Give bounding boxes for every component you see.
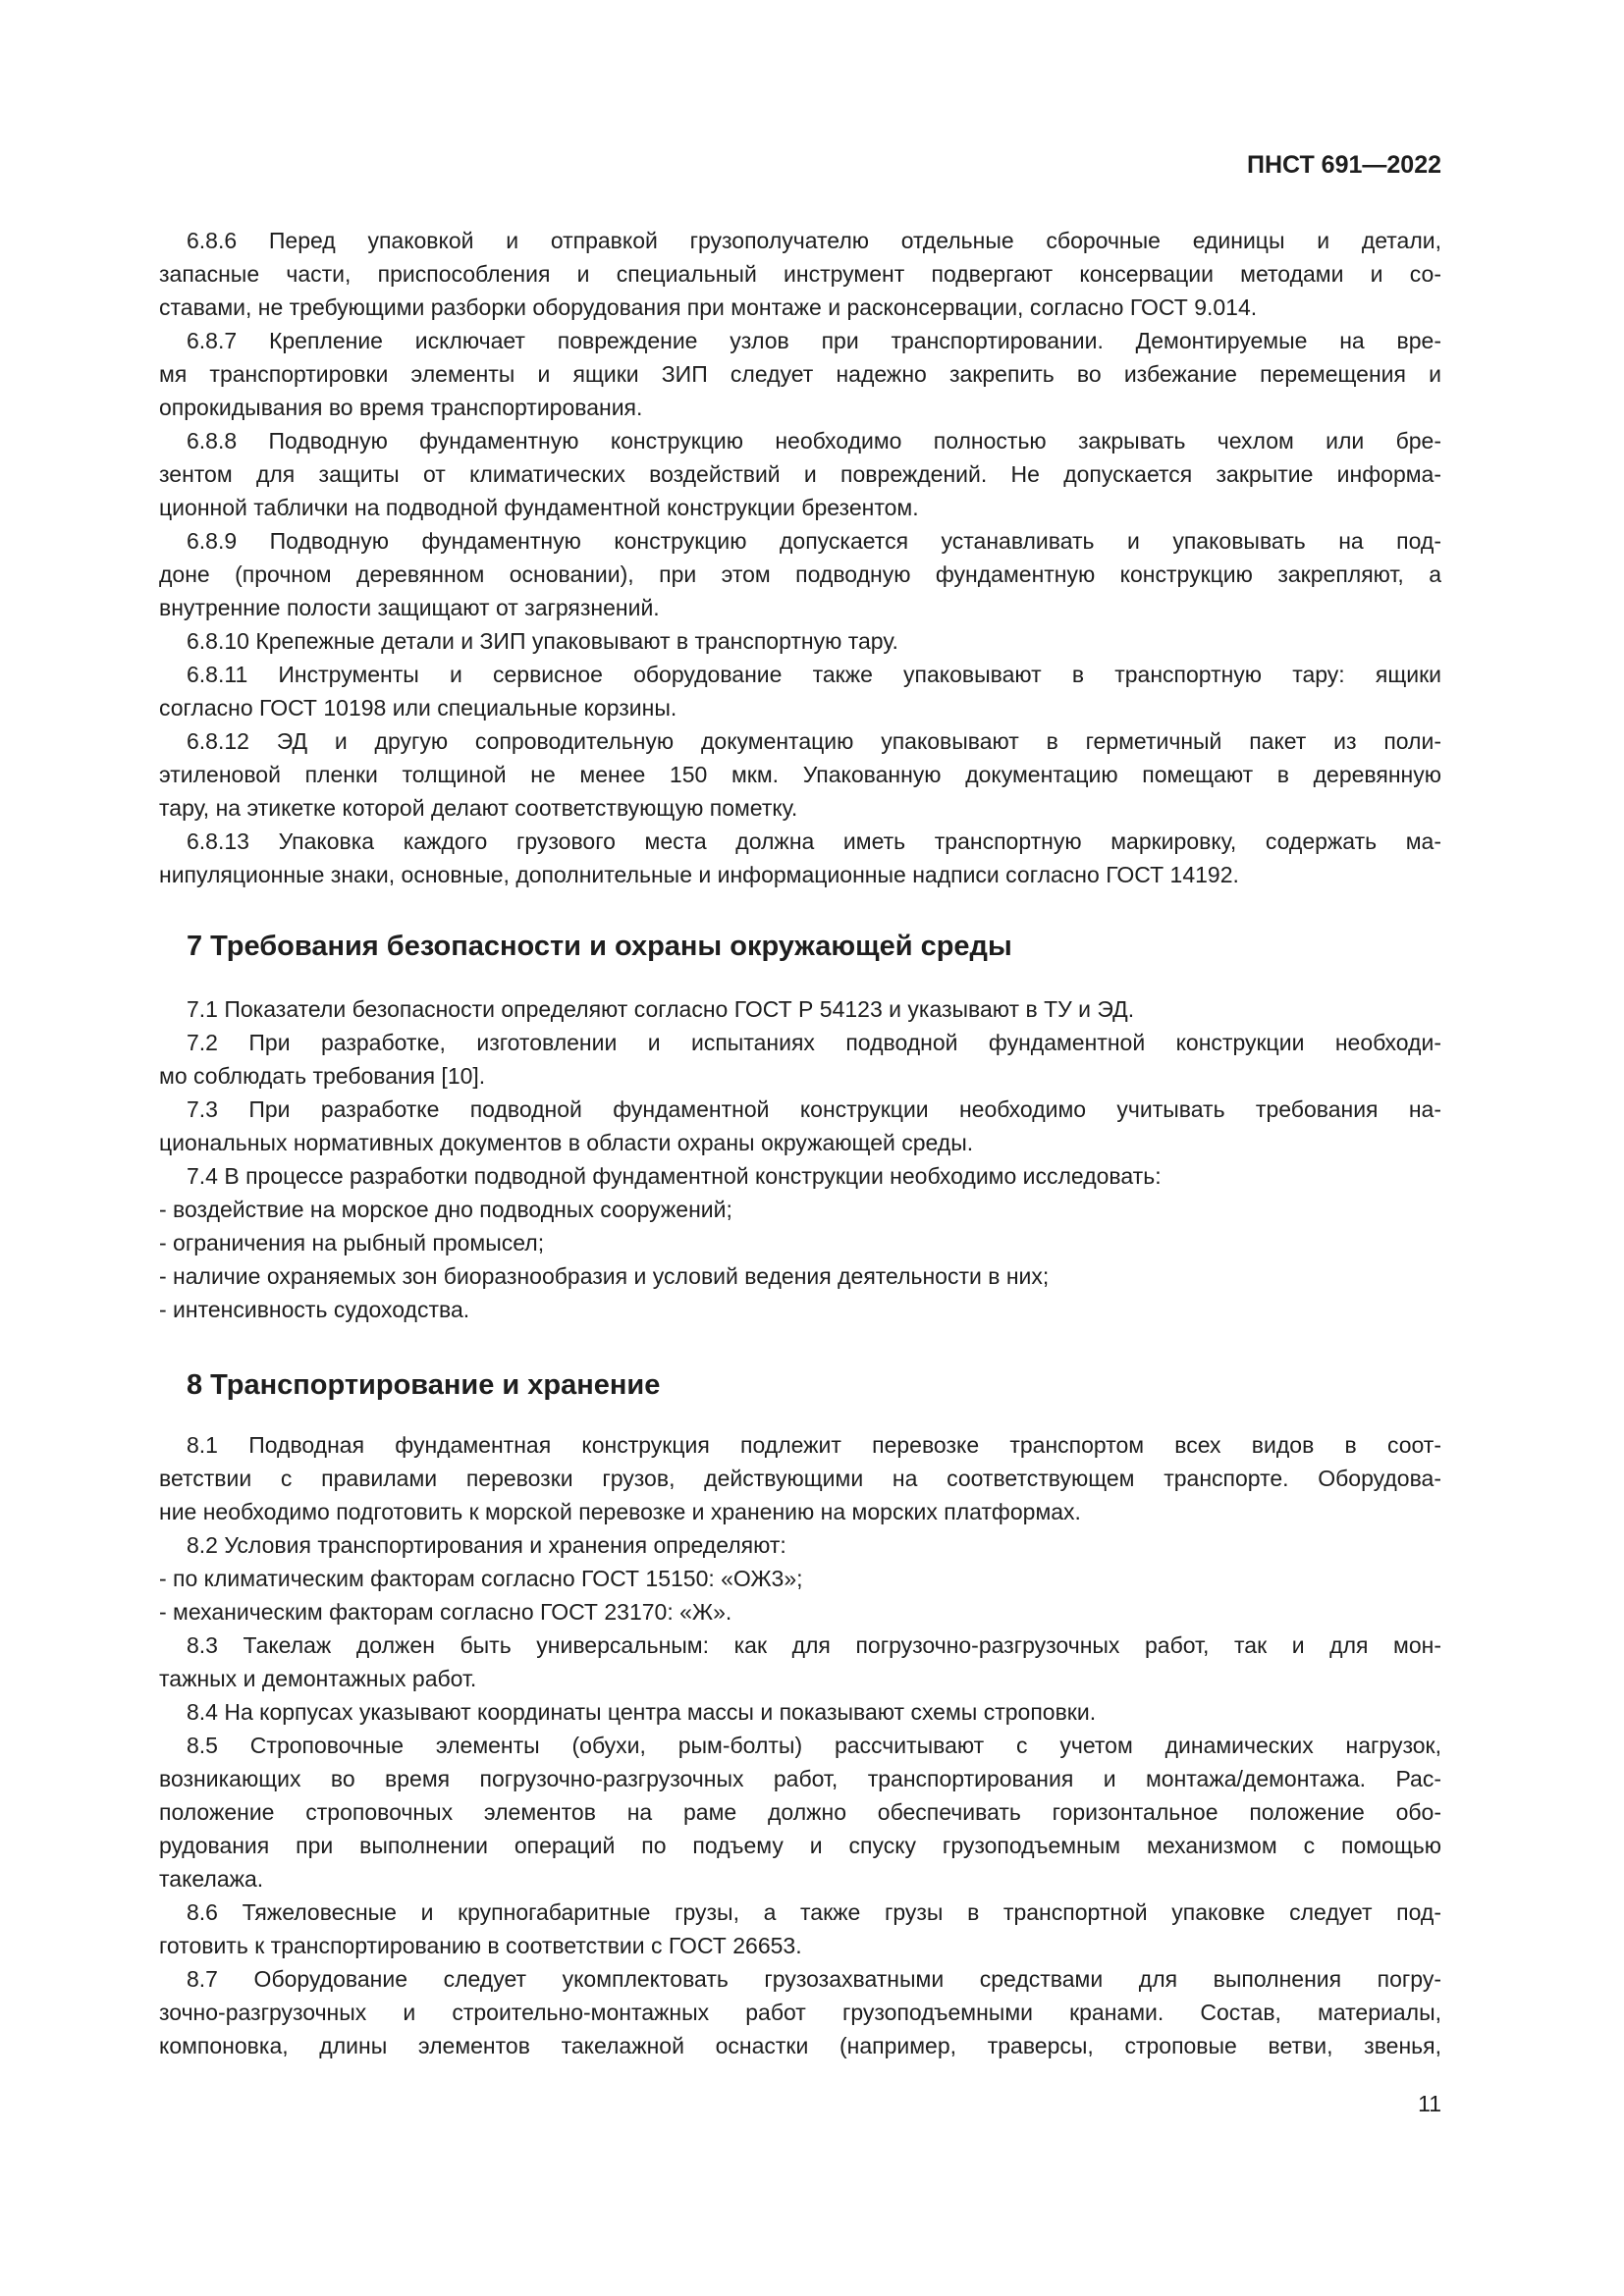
paragraph-line: ционной таблички на подводной фундаментной конструкции брезентом. [159,495,919,520]
paragraph-line: мо соблюдать требования [10]. [159,1063,486,1089]
paragraph-line: рудования при выполнении операций по подъему и спуску грузоподъемным механизмом с помощью [159,1833,1441,1858]
paragraph-line: доне (прочном деревянном основании), при этом подводную фундаментную конструкцию закрепляют, а [159,561,1441,587]
paragraph-line: опрокидывания во время транспортирования. [159,395,643,420]
paragraph-line: 7.2 При разработке, изготовлении и испытаниях подводной фундаментной конструкции необходи- [187,1030,1441,1055]
paragraph-line: готовить к транспортированию в соответствии с ГОСТ 26653. [159,1933,802,1958]
paragraph-line: зочно-разгрузочных и строительно-монтажных работ грузоподъемными кранами. Состав, материалы, [159,2000,1441,2025]
paragraph [159,1026,1441,1093]
paragraph-line: 6.8.11 Инструменты и сервисное оборудование также упаковывают в транспортную тару: ящики [187,662,1441,687]
section-heading: 7 Требования безопасности и охраны окружающей среды [187,931,1012,962]
paragraph [159,524,1441,624]
list-item: - ограничения на рыбный промысел; [159,1230,545,1255]
paragraph-line: ние необходимо подготовить к морской перевозке и хранению на морских платформах. [159,1499,1081,1524]
paragraph-line: этиленовой пленки толщиной не менее 150 мкм. Упакованную документацию помещают в деревянную [159,762,1441,787]
paragraph [159,224,1441,324]
paragraph-line: положение строповочных элементов на раме должно обеспечивать горизонтальное положение обо- [159,1799,1441,1825]
paragraph-line: нипуляционные знаки, основные, дополнительные и информационные надписи согласно ГОСТ 14192. [159,862,1239,887]
paragraph-line: 8.2 Условия транспортирования и хранения определяют: [187,1532,786,1558]
paragraph-line: 6.8.13 Упаковка каждого грузового места должна иметь транспортную маркировку, содержать ма- [187,828,1441,854]
list-item: - наличие охраняемых зон биоразнообразия и условий ведения деятельности в них; [159,1263,1050,1289]
list-item: - воздействие на морское дно подводных сооружений; [159,1197,732,1222]
paragraph-line: 8.7 Оборудование следует укомплектовать грузозахватными средствами для выполнения погру- [187,1966,1441,1992]
paragraph-line: 6.8.7 Крепление исключает повреждение узлов при транспортировании. Демонтируемые на вре- [187,328,1441,353]
paragraph-line: ветствии с правилами перевозки грузов, действующими на соответствующем транспорте. Оборудова- [159,1466,1441,1491]
paragraph-line: 6.8.10 Крепежные детали и ЗИП упаковывают в транспортную тару. [187,628,898,654]
paragraph-line: 7.4 В процессе разработки подводной фундаментной конструкции необходимо исследовать: [187,1163,1162,1189]
paragraph-line: 7.3 При разработке подводной фундаментной конструкции необходимо учитывать требования на- [187,1096,1441,1122]
paragraph [159,1428,1441,1528]
list-item: - по климатическим факторам согласно ГОСТ 15150: «ОЖ3»; [159,1566,803,1591]
paragraph-line: циональных нормативных документов в области охраны окружающей среды. [159,1130,974,1155]
paragraph [159,1729,1441,1896]
paragraph-line: запасные части, приспособления и специальный инструмент подвергают консервации методами и со- [159,261,1441,287]
paragraph-line: компоновка, длины элементов такелажной оснастки (например, траверсы, строповые ветви, звенья, [159,2033,1441,2058]
paragraph [159,1629,1441,1695]
paragraph-line: тару, на этикетке которой делают соответствующую пометку. [159,795,798,821]
paragraph [159,424,1441,524]
paragraph-line: зентом для защиты от климатических воздействий и повреждений. Не допускается закрытие информа- [159,461,1441,487]
paragraph [159,1528,1441,1562]
paragraph-line: 8.1 Подводная фундаментная конструкция подлежит перевозке транспортом всех видов в соот- [187,1432,1441,1458]
paragraph-line: 6.8.12 ЭД и другую сопроводительную документацию упаковывают в герметичный пакет из поли- [187,728,1441,754]
paragraph [159,992,1441,1026]
paragraph-line: мя транспортировки элементы и ящики ЗИП следует надежно закрепить во избежание перемещения и [159,361,1441,387]
paragraph-line: 6.8.9 Подводную фундаментную конструкцию допускается устанавливать и упаковывать на под- [187,528,1441,554]
paragraph-line: внутренние полости защищают от загрязнений. [159,595,660,620]
paragraph [159,1159,1441,1193]
document-body [159,224,1441,2062]
paragraph-line: согласно ГОСТ 10198 или специальные корзины. [159,695,677,721]
paragraph [159,1695,1441,1729]
paragraph [159,1093,1441,1159]
paragraph-line: возникающих во время погрузочно-разгрузочных работ, транспортирования и монтажа/демонтажа. Рас- [159,1766,1441,1791]
section-heading: 8 Транспортирование и хранение [187,1369,661,1401]
paragraph-line: 8.6 Тяжеловесные и крупногабаритные грузы, а также грузы в транспортной упаковке следует под- [187,1899,1441,1925]
paragraph-line: 6.8.6 Перед упаковкой и отправкой грузополучателю отдельные сборочные единицы и детали, [187,228,1441,253]
paragraph-line: ставами, не требующими разборки оборудования при монтаже и расконсервации, согласно ГОСТ 9.014. [159,294,1258,320]
paragraph-line: 6.8.8 Подводную фундаментную конструкцию необходимо полностью закрывать чехлом или бре- [187,428,1441,454]
page-number: 11 [1418,2091,1441,2116]
paragraph-line: тажных и демонтажных работ. [159,1666,477,1691]
paragraph-line: 7.1 Показатели безопасности определяют согласно ГОСТ Р 54123 и указывают в ТУ и ЭД. [187,996,1135,1022]
paragraph [159,825,1441,891]
paragraph-line: 8.5 Строповочные элементы (обухи, рым-болты) рассчитывают с учетом динамических нагрузок, [187,1733,1441,1758]
paragraph [159,324,1441,424]
paragraph-line: такелажа. [159,1866,264,1892]
paragraph [159,724,1441,825]
paragraph [159,624,1441,658]
paragraph [159,1962,1441,2062]
list-item: - интенсивность судоходства. [159,1297,470,1322]
paragraph-line: 8.4 На корпусах указывают координаты центра массы и показывают схемы строповки. [187,1699,1097,1725]
list-item: - механическим факторам согласно ГОСТ 23170: «Ж». [159,1599,732,1625]
document-code: ПНСТ 691—2022 [1247,151,1441,179]
paragraph [159,658,1441,724]
paragraph-line: 8.3 Такелаж должен быть универсальным: как для погрузочно-разгрузочных работ, так и для мон- [187,1632,1441,1658]
paragraph [159,1896,1441,1962]
